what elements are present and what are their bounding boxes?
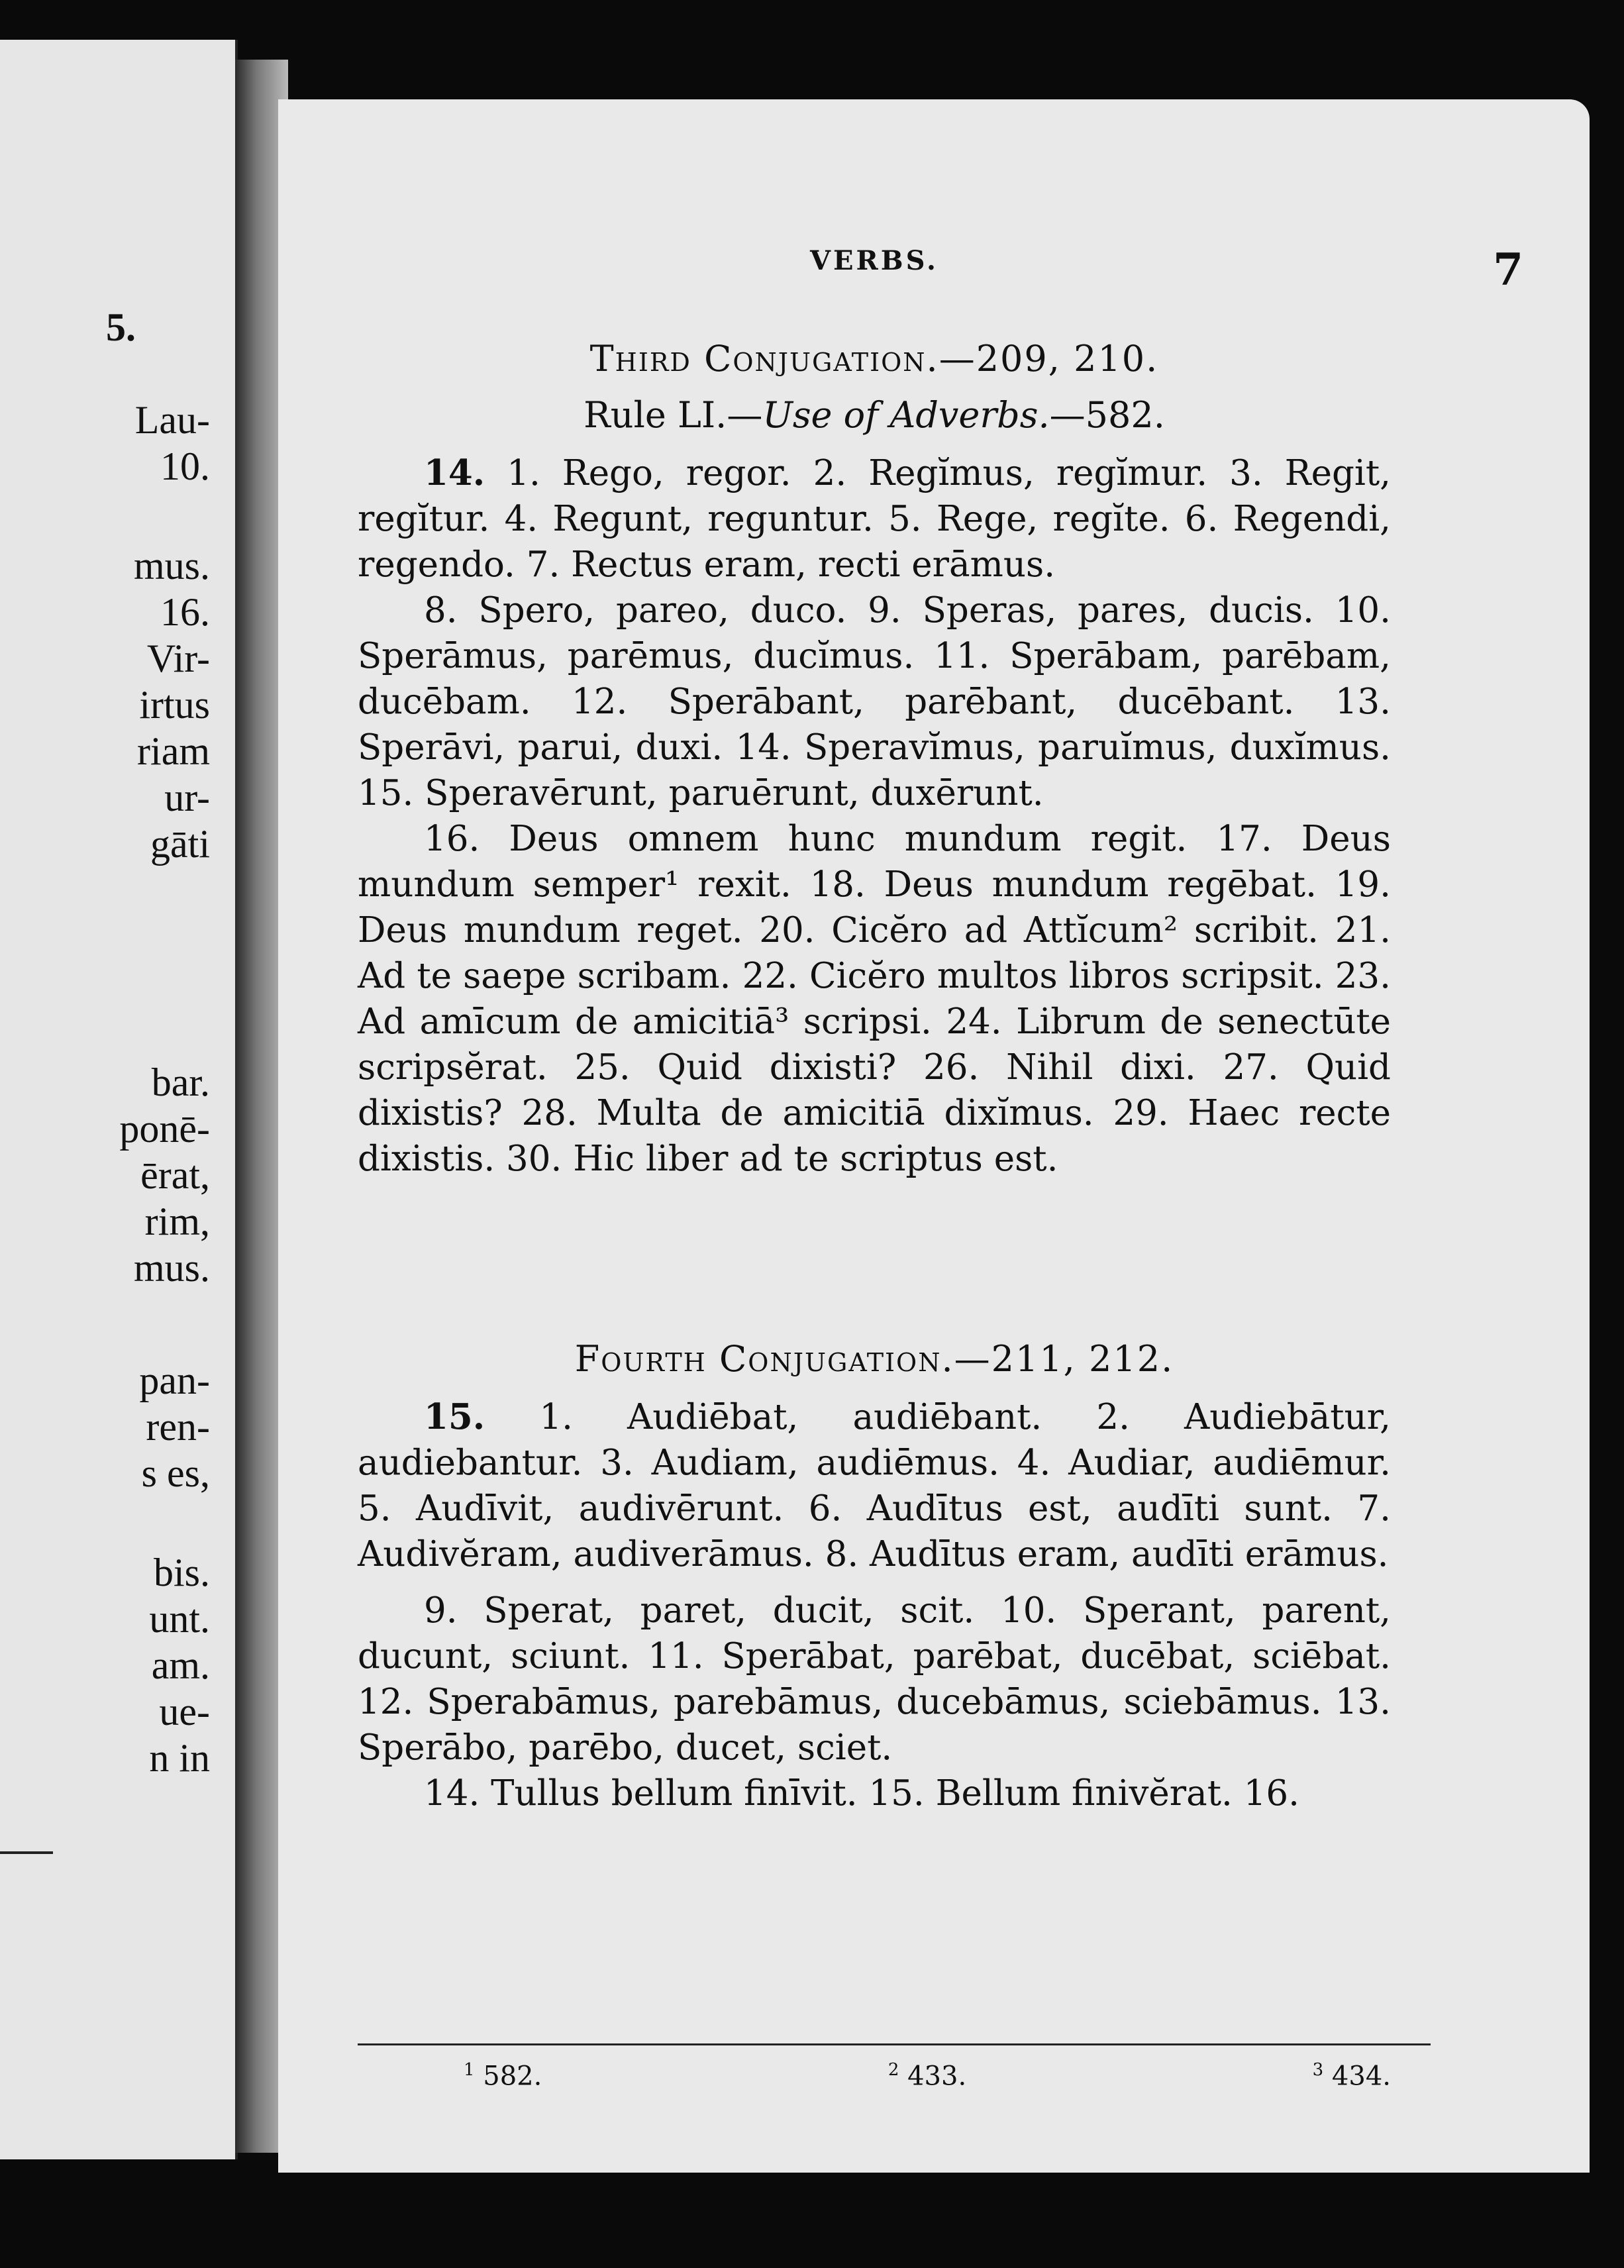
left-line: gāti: [150, 822, 210, 866]
page-number: 7: [1493, 244, 1523, 295]
left-line: unt.: [149, 1597, 210, 1641]
section-heading: Third Conjugation.—209, 210.: [589, 338, 1159, 380]
left-page-fragment: [0, 40, 238, 2159]
exercise-paragraph: [358, 450, 1391, 588]
left-line: mus.: [133, 1246, 210, 1290]
left-line: s es,: [141, 1451, 210, 1495]
footnote-mark: 1: [464, 2060, 475, 2080]
left-line: pan-: [139, 1359, 210, 1402]
footnote-text: 433.: [907, 2061, 967, 2092]
left-line: bar.: [151, 1060, 210, 1104]
footnote: [888, 2060, 966, 2091]
left-line: Lau-: [134, 398, 210, 442]
fourth-conjugation-section: [358, 1338, 1391, 1816]
exercise-paragraph: 16. Deus omnem hunc mundum regit. 17. Deus mundum semper¹ rexit. 18. Deus mundum regēbat. 19. Deus mundum reget. 20. Cicĕro ad Attĭcum² scribit. 21. Ad te saepe scribam. 22. Cicĕro multos libros scripsit. 23. Ad amīcum de amicitiā³ scripsi. 24. Librum de senectūte scripsĕrat. 25. Quid dixisti? 26. Nihil dixi. 27. Quid dixistis? 28. Multa de amicitiā dixĭmus. 29. Haec recte dixistis. 30. Hic liber ad te scriptus est.: [358, 819, 1391, 1179]
left-line: ur-: [164, 776, 210, 819]
left-line: irtus: [139, 683, 210, 727]
paragraph-text: 1. Audiēbat, audiēbant. 2. Audiebātur, audiebantur. 3. Audiam, audiēmus. 4. Audiar, audiēmur. 5. Audīvit, audivērunt. 6. Audītus est, audīti sunt. 7. Audivĕram, audiverāmus. 8. Audītus eram, audīti erāmus.: [358, 1397, 1391, 1574]
left-line: mus.: [133, 544, 210, 588]
left-line: rim,: [144, 1200, 210, 1243]
footnote-mark: 2: [888, 2060, 899, 2080]
running-head: VERBS.: [810, 245, 939, 276]
exercise-paragraph: [358, 1394, 1391, 1577]
footnote: [464, 2060, 542, 2091]
footnote-mark: 3: [1312, 2060, 1324, 2080]
left-line: ponē-: [119, 1107, 210, 1151]
paragraph-text: 1. Rego, regor. 2. Regĭmus, regĭmur. 3. Regit, regĭtur. 4. Regunt, reguntur. 5. Rege, regĭte. 6. Regendi, regendo. 7. Rectus eram, recti erāmus.: [358, 453, 1391, 585]
section-heading: Fourth Conjugation.—211, 212.: [574, 1338, 1174, 1380]
left-line: ren-: [146, 1405, 210, 1449]
left-line: ērat,: [140, 1153, 210, 1197]
footnotes: [464, 2060, 1391, 2091]
exercise-paragraph: 8. Spero, pareo, duco. 9. Speras, pares, ducis. 10. Sperāmus, parēmus, ducĭmus. 11. Sperābam, parēbam, ducēbam. 12. Sperābant, parēbant, ducēbant. 13. Sperāvi, parui, duxi. 14. Speravĭmus, paruĭmus, duxĭmus. 15. Speravērunt, paruērunt, duxērunt.: [358, 590, 1391, 813]
exercise-number: 14.: [424, 452, 485, 493]
exercise-paragraph: 9. Sperat, paret, ducit, scit. 10. Sperant, parent, ducunt, sciunt. 11. Sperābat, parēbat, ducēbat, sciēbat. 12. Sperabāmus, parebāmus, ducebāmus, sciebāmus. 13. Sperābo, parēbo, ducet, sciet.: [358, 1590, 1391, 1768]
right-page: [278, 99, 1590, 2173]
left-line: am.: [151, 1643, 210, 1687]
footnote-text: 434.: [1331, 2061, 1391, 2092]
third-conjugation-section: [358, 338, 1391, 1182]
exercise-number: 15.: [424, 1396, 485, 1437]
left-line: 5.: [106, 305, 136, 349]
rule-prefix: Rule LI.—: [584, 394, 763, 436]
left-line: Vir-: [146, 637, 210, 680]
rule-title: Use of Adverbs.: [762, 394, 1050, 436]
left-line: riam: [137, 729, 210, 773]
page-content: [358, 99, 1523, 2173]
footnote: [1313, 2060, 1391, 2091]
left-footnote-rule: [0, 1851, 53, 1854]
left-line: ue-: [159, 1690, 210, 1733]
exercise-paragraph: 14. Tullus bellum finīvit. 15. Bellum finivĕrat. 16.: [424, 1773, 1299, 1814]
left-line: 16.: [160, 590, 210, 634]
left-line: n in: [149, 1736, 210, 1780]
left-line: bis.: [153, 1551, 210, 1594]
left-line: 10.: [160, 444, 210, 488]
footnote-rule: [358, 2043, 1431, 2045]
rule-heading: [358, 394, 1391, 436]
rule-suffix: —582.: [1049, 394, 1165, 436]
footnote-text: 582.: [483, 2061, 542, 2092]
